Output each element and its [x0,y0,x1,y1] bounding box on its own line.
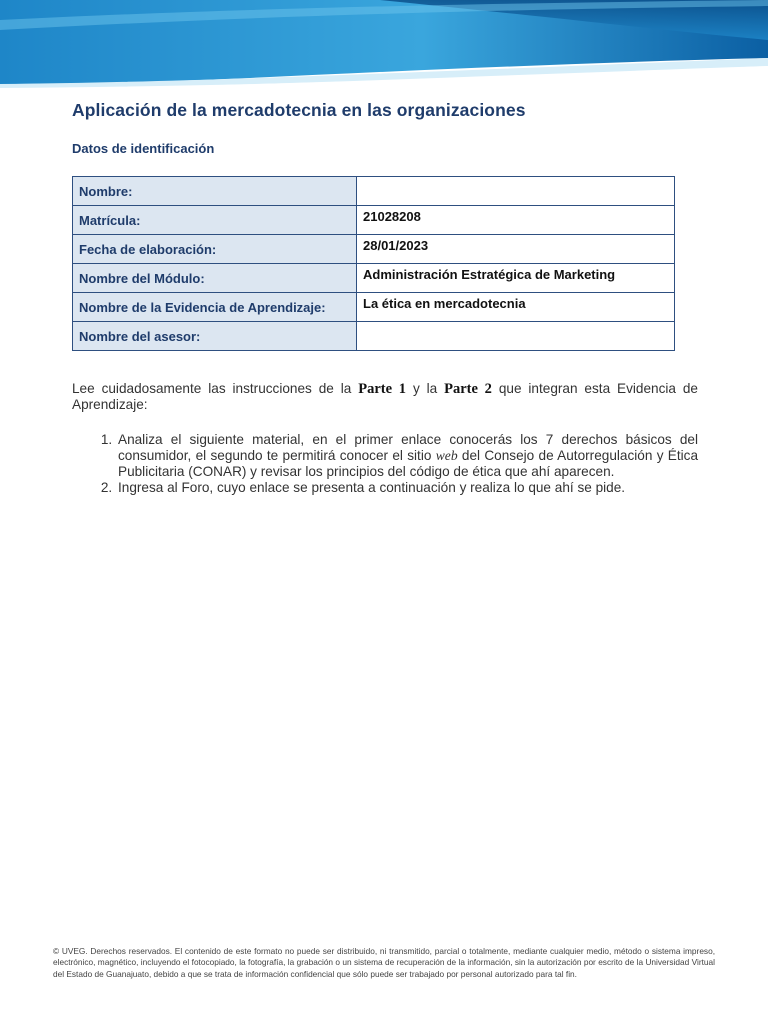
intro-text-c: que integran esta Evidencia de Aprendizaje: [72,381,698,412]
row-value-fecha[interactable]: 28/01/2023 [357,235,675,264]
document-body [72,98,698,496]
section-title: Datos de identificación [72,141,215,156]
intro-text-a: Lee cuidadosamente las instrucciones de la [72,381,359,396]
table-row [73,322,675,351]
intro-text-b: y la [406,381,445,396]
row-label-asesor: Nombre del asesor: [73,322,357,351]
step-1-text-a: Analiza el siguiente material, en el primer enlace conocerás los 7 derechos básicos del consumidor, el segundo te permitirá conocer el sitio [118,432,698,463]
row-label-modulo: Nombre del Módulo: [73,264,357,293]
list-item [116,432,698,480]
row-label-matricula: Matrícula: [73,206,357,235]
intro-parte-2: Parte 2 [444,381,492,397]
table-row [73,235,675,264]
row-label-evidencia: Nombre de la Evidencia de Aprendizaje: [73,293,357,322]
list-item [116,480,698,496]
step-1-text-b: del Consejo de Autorregulación y Ética Publicitaria (CONAR) y revisar los principios del código de ética que ahí aparecen. [118,448,699,479]
row-value-matricula[interactable]: 21028208 [357,206,675,235]
identification-table [72,176,675,351]
table-row [73,206,675,235]
row-value-evidencia[interactable]: La ética en mercadotecnia [357,293,675,322]
instruction-list [72,432,698,496]
row-label-nombre: Nombre: [73,177,357,206]
header-banner [0,0,768,92]
step-2-text: Ingresa al Foro, cuyo enlace se presenta a continuación y realiza lo que ahí se pide. [118,480,626,495]
copyright-footer: © UVEG. Derechos reservados. El contenido de este formato no puede ser distribuido, ni transmitido, parcial o totalmente, mediante cualquier medio, método o sistema impreso, electrónico, magnético, incluyendo el fotocopiado, la fotografía, la grabación o un sistema de recuperación de la información, sin la autorización por escrito de la Universidad Virtual del Estado de Guanajuato, debido a que se trata de información confidencial que sólo puede ser trabajado por personal autorizado para tal fin. [53,946,715,979]
intro-paragraph [72,381,698,413]
table-row [73,293,675,322]
intro-parte-1: Parte 1 [358,381,407,397]
row-label-fecha: Fecha de elaboración: [73,235,357,264]
row-value-asesor[interactable] [357,322,675,351]
table-row [73,264,675,293]
page-title: Aplicación de la mercadotecnia en las organizaciones [72,100,526,120]
row-value-nombre[interactable] [357,177,675,206]
row-value-modulo[interactable]: Administración Estratégica de Marketing [357,264,675,293]
step-1-web: web [435,448,458,463]
table-row [73,177,675,206]
